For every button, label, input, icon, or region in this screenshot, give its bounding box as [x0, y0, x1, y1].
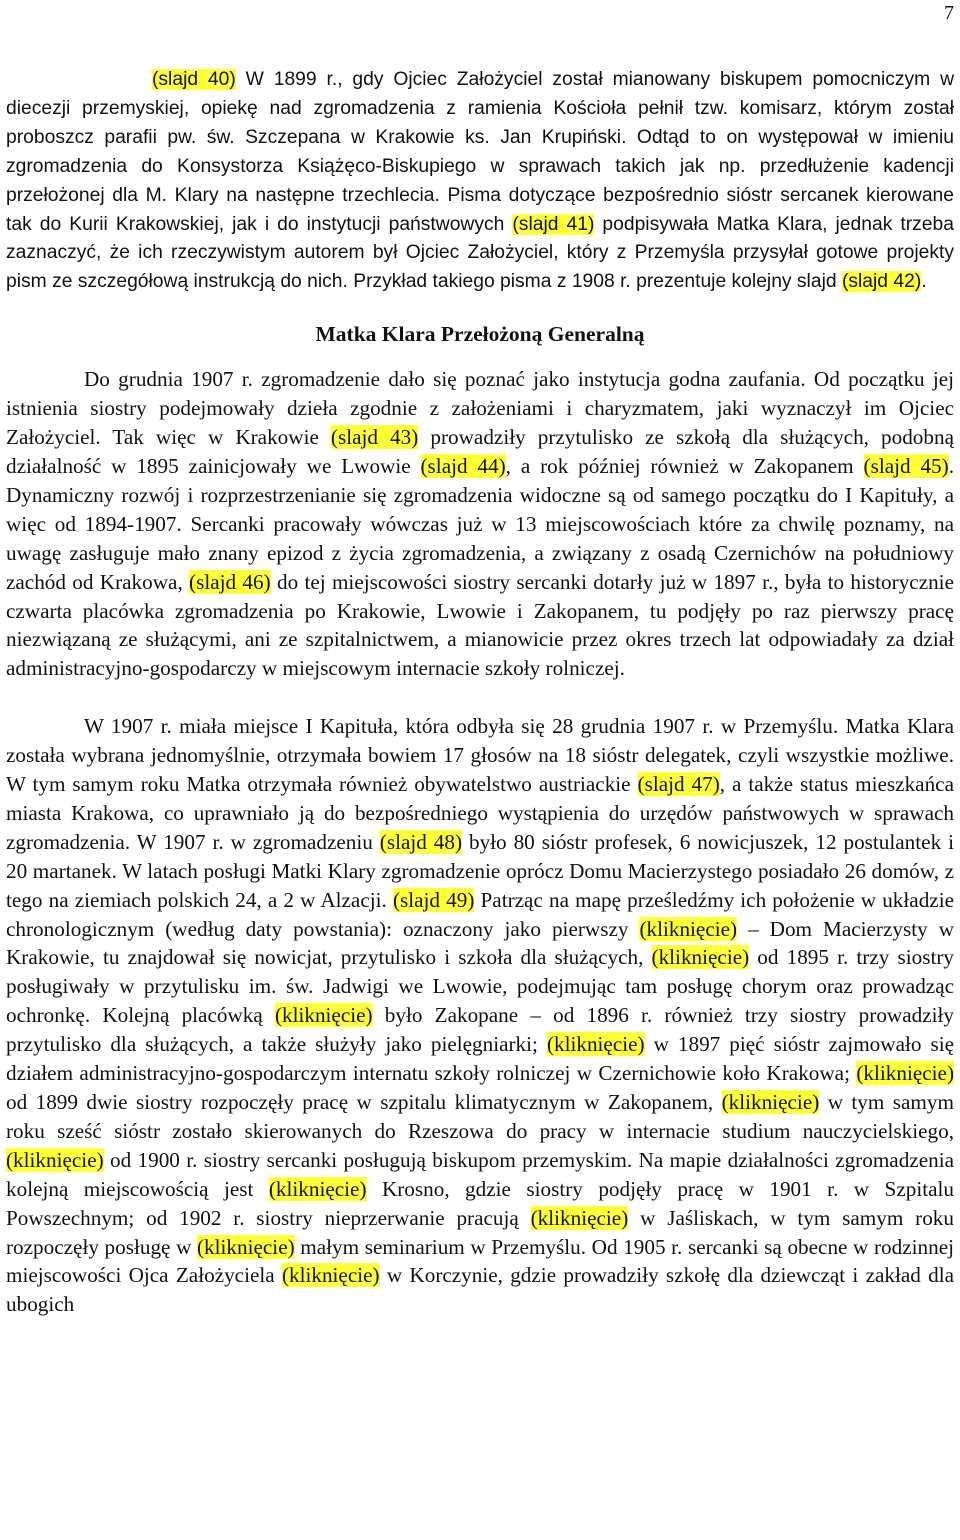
slide-reference-highlight: (kliknięcie) [274, 1003, 373, 1028]
text-run: . Dynamiczny rozwój i rozprzestrzenianie się zgromadzenia widoczne są od samego początku do I Kapituły, a więc od 1894-1907. Sercanki pracowały wówczas już w 13 miejscowościach które za chwilę poznamy, na uwagę zasługuje mało znany epizod z życia zgromadzenia, a związany z osadą Czernichów na południowy zachód od Krakowa, [6, 453, 954, 594]
text-run: , a także status mieszkańca miasta Krakowa, co uprawniało ją do bezpośredniego wystąpienia do urzędów państwowych w sprawach zgromadzenia. W 1907 r. w zgromadzeniu [6, 772, 954, 854]
text-run: w tym samym roku sześć sióstr zostało skierowanych do Rzeszowa do pracy w internacie studium nauczycielskiego, [6, 1090, 954, 1143]
paragraph-3 [6, 712, 954, 1319]
text-run: – Dom Macierzysty w Krakowie, tu znajdował się nowicjat, przytulisko i szkoła dla służących, [6, 916, 954, 970]
slide-reference-highlight: (kliknięcie) [721, 1090, 820, 1114]
slide-reference-highlight: (kliknięcie) [651, 945, 750, 970]
slide-reference-highlight: (kliknięcie) [856, 1061, 954, 1086]
slide-reference-highlight: (slajd 49) [392, 887, 475, 912]
slide-reference-highlight: (kliknięcie) [6, 1147, 104, 1172]
text-run: od 1900 r. siostry sercanki posługują biskupom przemyskim. Na mapie działalności zgromadzenia kolejną miejscowością jest [6, 1147, 954, 1201]
slide-reference-highlight: (kliknięcie) [281, 1263, 380, 1288]
text-run: . [921, 271, 927, 293]
text-run: Patrząc na mapę prześledźmy ich położenie w układzie chronologicznym (według daty powstania): oznaczony jako pierwszy [6, 887, 954, 941]
text-run: Do grudnia 1907 r. zgromadzenie dało się poznać jako instytucja godna zaufania. Od początku jej istnienia siostry podejmowały dzieła zgodnie z założeniami i charyzmatem, jaki wyznaczył im Ojciec Założyciel. Tak więc w Krakowie [6, 367, 954, 450]
slide-reference-highlight: (slajd 44) [420, 453, 506, 478]
text-run: od 1895 r. trzy siostry posługiwały w przytulisku im. św. Jadwigi we Lwowie, podejmując tam posługę chorym oraz prowadząc ochronkę. Kolejną placówką [6, 945, 954, 1028]
text-run: W 1907 r. miała miejsce I Kapituła, która odbyła się 28 grudnia 1907 r. w Przemyślu. Matka Klara została wybrana jednomyślnie, otrzymała bowiem 17 głosów na 18 sióstr delegatek, czyli wszystkie możliwe. W tym samym roku Matka otrzymała również obywatelstwo austriackie [6, 714, 954, 797]
section-heading: Matka Klara Przełożoną Generalną [315, 322, 645, 347]
text-run: prowadziły przytulisko ze szkołą dla służących, podobną działalność w 1895 zainicjowały we Lwowie [6, 425, 954, 478]
slide-reference-highlight: (slajd 46) [189, 569, 271, 594]
slide-reference-highlight: (kliknięcie) [546, 1032, 645, 1057]
slide-reference-highlight: (slajd 41) [512, 213, 595, 235]
text-run: w Jaśliskach, w tym samym roku rozpoczęły posługę w [6, 1205, 954, 1259]
paragraph-2 [6, 365, 954, 683]
text-run: , a rok później również w Zakopanem [505, 453, 864, 478]
text-run: było Zakopane – od 1896 r. również trzy siostry prowadziły przytulisko dla służących, a także służyły jako pielęgniarki; [6, 1003, 954, 1057]
page-number: 7 [944, 2, 954, 24]
slide-reference-highlight: (kliknięcie) [530, 1205, 629, 1230]
slide-reference-highlight: (kliknięcie) [268, 1176, 367, 1201]
text-run: do tej miejscowości siostry sercanki dotarły już w 1897 r., była to historycznie czwarta placówka zgromadzenia po Krakowie, Lwowie i Zakopanem, tu podjęły po raz pierwszy pracę niezwiązaną ze służącymi, ani ze szpitalnictwem, a mianowicie przez okres trzech lat odpowiadały za dział administracyjno-gospodarczy w miejscowym internacie szkoły rolniczej. [6, 569, 954, 681]
text-run: Krosno, gdzie siostry podjęły pracę w 1901 r. w Szpitalu Powszechnym; od 1902 r. siostry nieprzerwanie pracują [6, 1176, 954, 1230]
slide-reference-highlight: (slajd 42) [841, 271, 922, 293]
slide-reference-highlight: (slajd 43) [330, 425, 419, 450]
text-run: od 1899 dwie siostry rozpoczęły pracę w szpitalu klimatycznym w Zakopanem, [6, 1090, 722, 1114]
text-run: w Korczynie, gdzie prowadziły szkołę dla dziewcząt i zakład dla ubogich [6, 1263, 954, 1317]
slide-reference-highlight: (kliknięcie) [197, 1234, 295, 1259]
text-run: W 1899 r., gdy Ojciec Założyciel został mianowany biskupem pomocniczym w diecezji przemyskiej, opiekę nad zgromadzenia z ramienia Kościoła pełnił tzw. komisarz, którym został proboszcz parafii pw. św. Szczepana w Krakowie ks. Jan Krupiński. Odtąd to on występował w imieniu zgromadzenia do Konsystorza Książęco-Biskupiego w sprawach takich jak np. przedłużenie kadencji przełożonej dla M. Klary na następne trzechlecia. Pisma dotyczące bezpośrednio sióstr sercanek kierowane tak do Kurii Krakowskiej, jak i do instytucji państwowych [6, 69, 954, 235]
paragraph-1 [6, 66, 954, 297]
slide-reference-highlight: (slajd 45) [863, 453, 949, 478]
document-body [6, 66, 954, 1319]
slide-reference-highlight: (kliknięcie) [639, 916, 738, 941]
slide-reference-highlight: (slajd 47) [637, 772, 720, 797]
text-run: w 1897 pięć sióstr zajmowało się działem administracyjno-gospodarczym internatu szkoły rolniczej w Czernichowie koło Krakowa; [6, 1032, 954, 1086]
text-run: podpisywała Matka Klara, jednak trzeba zaznaczyć, że ich rzeczywistym autorem był Ojciec Założyciel, który z Przemyśla przysyłał gotowe projekty pism ze szczegółową instrukcją do nich. Przykład takiego pisma z 1908 r. prezentuje kolejny slajd [6, 213, 954, 293]
text-run: małym seminarium w Przemyślu. Od 1905 r. sercanki są obecne w rodzinnej miejscowości Ojca Założyciela [6, 1234, 954, 1288]
paragraph-gap [6, 683, 954, 712]
slide-reference-highlight: (slajd 48) [379, 829, 463, 854]
slide-reference-highlight: (slajd 40) [152, 69, 236, 90]
text-run: było 80 sióstr profesek, 6 nowicjuszek, 12 postulantek i 20 martanek. W latach posługi Matki Klary zgromadzenie oprócz Domu Macierzystego posiadało 26 domów, z tego na ziemiach polskich 24, a 2 w Alzacji. [6, 829, 954, 912]
